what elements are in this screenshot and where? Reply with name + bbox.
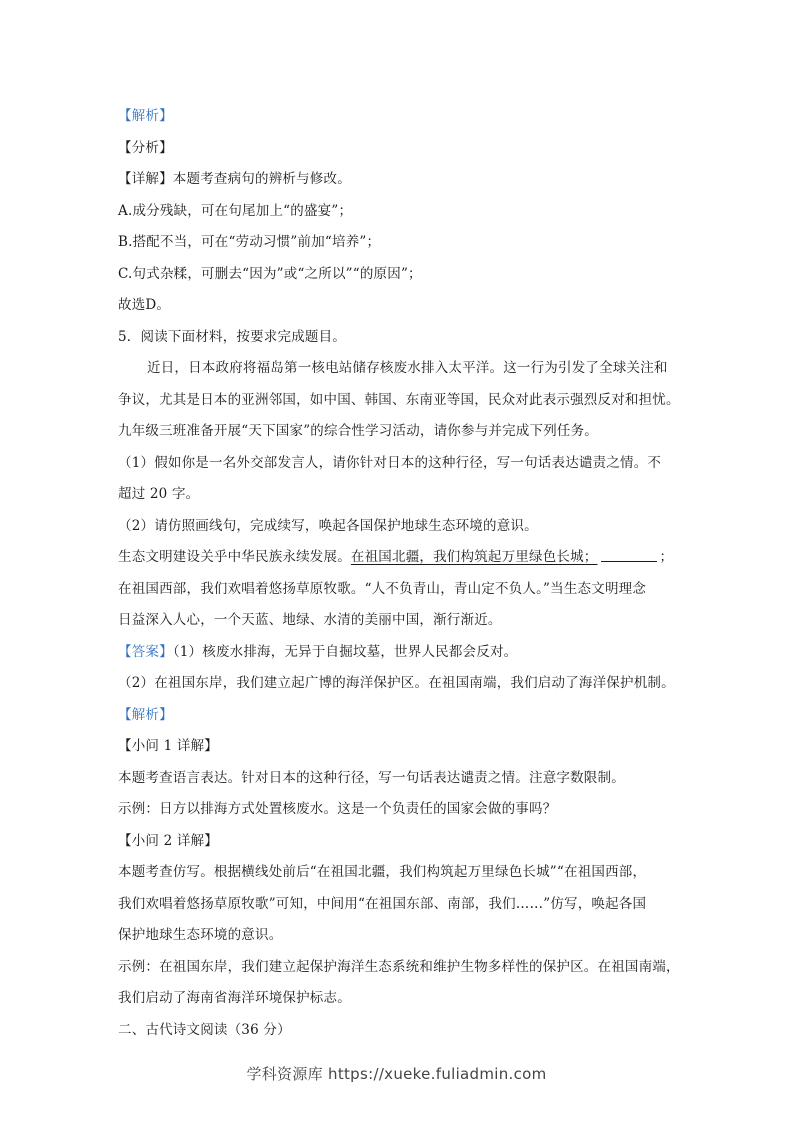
option-b-explanation: B.搭配不当，可在“劳动习惯”前加“培养”； [118,234,381,250]
document-body [118,101,678,1046]
material-line: 争议，尤其是日本的亚洲邻国，如中国、韩国、东南亚等国，民众对此表示强烈反对和担忧。 [118,391,680,408]
answer-tag: 【答案】 [118,643,173,660]
sub-question-2-text: 保护地球生态环境的意识。 [118,927,283,943]
sub-question-1-text: 本题考查语言表达。针对日本的这种行径，写一句话表达谴责之情。注意字数限制。 [118,769,625,786]
footer-watermark: 学科资源库 https://xueke.fuliadmin.com [246,1065,547,1083]
question-5-title: 5．阅读下面材料，按要求完成题目。 [118,328,346,345]
answer-blank [601,547,657,562]
answer-text-1: （1）核废水排海，无异于自掘坟墓，世界人民都会反对。 [172,643,518,660]
sub-question-2-example: 示例：在祖国东岸，我们建立起保护海洋生态系统和维护生物多样性的保护区。在祖国南端， [118,958,680,975]
sub-question-2-text: 本题考查仿写。根据横线处前后“在祖国北疆，我们构筑起万里绿色长城”“在祖国西部， [118,864,647,880]
task-1-line: 超过 20 字。 [118,486,200,502]
analysis-tag: 【解析】 [118,706,173,723]
sub-question-2-title: 【小问 2 详解】 [118,832,218,849]
material-line: 九年级三班准备开展“天下国家”的综合性学习活动，请你参与并完成下列任务。 [118,423,599,439]
analysis-subhead: 【分析】 [118,139,173,156]
section-heading: 二、古代诗文阅读（36 分） [118,1021,291,1038]
analysis-tag: 【解析】 [118,108,173,124]
material-line: 近日，日本政府将福岛第一核电站储存核废水排入太平洋。这一行为引发了全球关注和 [147,360,668,376]
sub-question-1-title: 【小问 1 详解】 [118,738,218,754]
sub-question-2-example: 我们启动了海南省海洋环境保护标志。 [118,990,351,1006]
passage-line-with-blank [118,542,678,574]
passage-line: 日益深入人心，一个天蓝、地绿、水清的美丽中国，渐行渐近。 [118,612,502,628]
detail-text: 【详解】本题考查病句的辨析与修改。 [118,171,351,187]
sub-question-2-text: 我们欢唱着悠扬草原牧歌”可知，中间用“在祖国东部、南部，我们……”仿写，唤起各国 [118,895,647,912]
conclusion-text: 故选D。 [118,297,171,313]
task-1-line: （1）假如你是一名外交部发言人，请你针对日本的这种行径，写一句话表达谴责之情。不 [118,454,662,471]
option-a-explanation: A.成分残缺，可在句尾加上“的盛宴”； [118,202,353,219]
task-2-line: （2）请仿照画线句，完成续写，唤起各国保护地球生态环境的意识。 [118,517,538,534]
option-c-explanation: C.句式杂糅，可删去“因为”或“之所以”“的原因”； [118,265,422,282]
passage-intro: 生态文明建设关乎中华民族永续发展。 [118,549,351,565]
underlined-sentence: 在祖国北疆，我们构筑起万里绿色长城； [350,549,598,565]
answer-line-2: （2）在祖国东岸，我们建立起广博的海洋保护区。在祖国南端，我们启动了海洋保护机制。 [118,675,675,691]
sub-question-1-example: 示例：日方以排海方式处置核废水。这是一个负责任的国家会做的事吗？ [118,801,557,817]
passage-line: 在祖国西部，我们欢唱着悠扬草原牧歌。“人不负青山，青山定不负人。”当生态文明理念 [118,580,647,597]
passage-semicolon: ； [659,549,674,565]
answer-line-1 [118,637,678,669]
